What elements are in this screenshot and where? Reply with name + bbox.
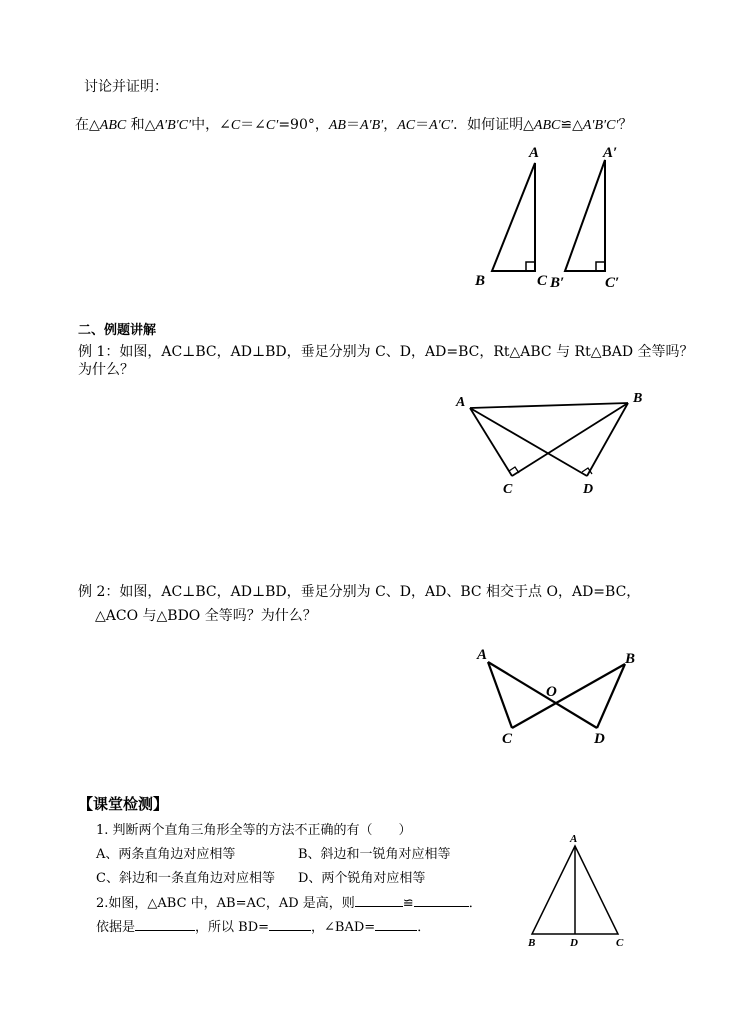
q2-text: ，∠BAD=: [311, 920, 376, 935]
label-a: A: [477, 647, 488, 663]
label-b: B: [475, 273, 486, 289]
label-d: D: [594, 731, 605, 747]
q-var: AC: [397, 118, 416, 133]
q-var: A′B′C′: [582, 118, 619, 133]
q-text: ，: [383, 117, 398, 133]
segment-ac: [470, 408, 512, 476]
example1-line2: 为什么？: [78, 362, 134, 378]
right-angle-mark: [526, 262, 535, 271]
q-var: A′B′: [359, 118, 384, 133]
q2-text: 2.如图，△ABC 中，AB=AC，AD 是高，则: [96, 896, 355, 911]
q-text: ≌△: [560, 117, 583, 133]
q-text: 中，∠: [191, 117, 231, 133]
option-c: C、斜边和一条直角边对应相等: [96, 871, 275, 886]
q2-text: ≌: [402, 896, 414, 911]
label-c: C: [502, 731, 513, 747]
q-text: ？: [618, 117, 633, 133]
option-b: B、斜边和一锐角对应相等: [298, 847, 451, 862]
q-var: ABC: [99, 118, 127, 133]
label-b: B: [633, 391, 643, 406]
figure-isosceles: [532, 846, 618, 934]
q-var: C: [230, 118, 241, 133]
q-text: =90°，: [278, 117, 329, 133]
label-d: D: [583, 482, 594, 497]
segment-bd: [597, 664, 625, 728]
label-a: A: [529, 145, 540, 161]
figure-two-right-triangles: [492, 160, 605, 271]
label-b-prime: B′: [550, 275, 565, 291]
option-d: D、两个锐角对应相等: [298, 871, 426, 886]
segment-bc: [512, 664, 625, 728]
example2-line1: 例 2：如图，AC⊥BC，AD⊥BD，垂足分别为 C、D，AD、BC 相交于点 O，AD=BC，: [78, 584, 641, 600]
q-var: C′: [265, 118, 279, 133]
label-c: C: [503, 482, 513, 497]
discussion-heading: 讨论并证明：: [84, 79, 168, 95]
q2-text: 依据是: [96, 920, 136, 935]
label-a: A: [456, 395, 466, 410]
q2-text: ．: [417, 920, 431, 935]
q2-text: ．: [468, 896, 482, 911]
label-c: C: [537, 273, 548, 289]
q-text: 在△: [75, 117, 100, 133]
segment-ad: [488, 662, 597, 728]
segment-ac: [488, 662, 512, 728]
triangle-abc: [492, 163, 535, 271]
q-var: A′B′C′: [155, 118, 192, 133]
segment-bd: [587, 403, 628, 476]
triangle-a2b2c2: [565, 160, 605, 271]
q-var: ABC: [533, 118, 561, 133]
figure-example1: [470, 403, 628, 476]
q-text: 和△: [126, 117, 156, 133]
example1-line1: 例 1：如图，AC⊥BC，AD⊥BD，垂足分别为 C、D，AD=BC，Rt△ABC 与 Rt△BAD 全等吗？: [78, 344, 694, 360]
segment-ab: [470, 403, 628, 408]
q-var: AB: [328, 118, 346, 133]
label-a-prime: A′: [603, 145, 618, 161]
right-angle-mark: [596, 262, 605, 271]
q-text: ＝∠: [240, 117, 266, 133]
segment-bc: [512, 403, 628, 476]
q-text: ．如何证明△: [453, 117, 534, 133]
label-b: B: [528, 937, 536, 949]
check-heading: 【课堂检测】: [78, 795, 169, 813]
label-a: A: [570, 833, 578, 845]
label-c: C: [616, 937, 624, 949]
section-heading: 二、例题讲解: [78, 323, 157, 338]
check-q1: 1. 判断两个直角三角形全等的方法不正确的有（ ）: [96, 823, 412, 838]
label-o: O: [546, 684, 557, 700]
label-c-prime: C′: [605, 275, 620, 291]
q2-text: ，所以 BD=: [195, 920, 270, 935]
option-a: A、两条直角边对应相等: [96, 847, 236, 862]
example2-line2: △ACO 与△BDO 全等吗？为什么？: [95, 608, 317, 624]
q-text: ＝: [415, 117, 430, 133]
label-b: B: [625, 651, 636, 667]
label-d: D: [570, 937, 578, 949]
q-var: A′C′: [429, 118, 454, 133]
q-text: ＝: [345, 117, 360, 133]
